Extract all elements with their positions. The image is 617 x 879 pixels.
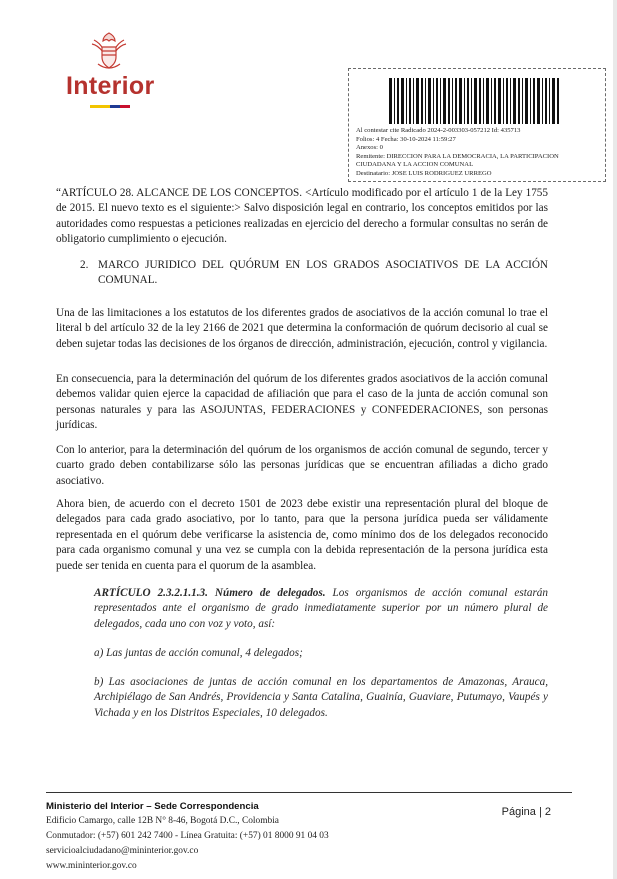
section-heading — [80, 258, 548, 289]
stamp-destinatario: Destinatario: JOSE LUIS RODRIGUEZ URREGO — [356, 169, 492, 177]
decree-article — [94, 586, 548, 632]
stamp-details — [356, 127, 601, 179]
stamp-remitente: Remitente: DIRECCION PARA LA DEMOCRACIA, LA PARTICIPACION — [356, 152, 559, 160]
decree-article-title: ARTÍCULO 2.3.2.1.1.3. Número de delegados. — [94, 587, 326, 599]
coat-of-arms-icon — [88, 30, 130, 72]
paragraph: Una de las limitaciones a los estatutos de los diferentes grados de asociativos de la acción comunal lo trae el literal b del artículo 32 de la ley 2166 de 2021 que determina la conformación de quórum decisorio al cual se deben sujetar todas las decisiones de los órganos de dirección, administración, ejecución, control y vigilancia. — [56, 307, 548, 350]
page-number: Página | 2 — [501, 806, 551, 818]
ministry-logo: Interior — [66, 72, 155, 100]
page-edge — [613, 0, 617, 879]
filing-stamp — [348, 68, 606, 182]
section-title: MARCO JURIDICO DEL QUÓRUM EN LOS GRADOS ASOCIATIVOS DE LA ACCIÓN COMUNAL. — [98, 259, 548, 287]
footer-website[interactable]: www.mininterior.gov.co — [46, 861, 137, 871]
section-number: 2. — [80, 259, 89, 271]
article-28-quote: “ARTÍCULO 28. ALCANCE DE LOS CONCEPTOS. <Artículo modificado por el artículo 1 de la Ley 1755 de 2015. El nuevo texto es el siguiente:> Salvo disposición legal en contrario, los conceptos emitidos por las autoridades como respuestas a peticiones realizadas en ejercicio del derecho a formular consultas no serán de obligatorio cumplimiento o ejecución. — [56, 187, 548, 246]
stamp-radicado: Al contestar cite Radicado 2024-2-003303-057212 Id: 435713 — [356, 127, 521, 134]
paragraph: En consecuencia, para la determinación del quórum de los diferentes grados asociativos de la acción comunal debemos validar quien ejerce la capacidad de afiliación que para el caso de la junta de acción comunal son personas naturales y para las ASOJUNTAS, FEDERACIONES y CONFEDERACIONES, son personas jurídicas. — [56, 373, 548, 432]
decree-item-a: a) Las juntas de acción comunal, 4 delegados; — [94, 647, 303, 659]
paragraph: Ahora bien, de acuerdo con el decreto 1501 de 2023 debe existir una representación plural del bloque de delegados para cada grado asociativo, por lo tanto, para que la persona jurídica pueda ser válidamente representada en el quórum debe verificarse la asistencia de, como mínimo dos de los delegados reconocido para cada organismo comunal y una vez se cumpla con la debida representación de la persona jurídica esta puede ser tenida en cuenta para el quorum de la asamblea. — [56, 498, 548, 572]
footer-organization: Ministerio del Interior – Sede Correspondencia — [46, 801, 259, 812]
stamp-remitente-cont: CIUDADANA Y LA ACCION COMUNAL — [356, 161, 474, 169]
footer-phone: Conmutador: (+57) 601 242 7400 - Línea Gratuita: (+57) 01 8000 91 04 03 — [46, 831, 329, 841]
barcode-icon — [389, 78, 559, 124]
decree-article-text: Los organismos de acción comunal estarán representados ante el organismo de grado inmediatamente superior por un número plural de delegados, cada uno con voz y voto, así: — [94, 587, 548, 630]
stamp-anexos: Anexos: 0 — [356, 144, 383, 152]
stamp-folios: Folios: 4 Fecha: 30-10-2024 11:59:27 — [356, 135, 456, 143]
footer-address: Edificio Camargo, calle 12B N° 8-46, Bogotá D.C., Colombia — [46, 816, 279, 826]
paragraph: Con lo anterior, para la determinación del quórum de los organismos de acción comunal de segundo, tercer y cuarto grado deben contabilizarse sólo las personas jurídicas que se encuentran afiliadas a dicho grado asociativo. — [56, 444, 548, 487]
footer-email[interactable]: servicioalciudadano@mininterior.gov.co — [46, 846, 199, 856]
flag-stripe — [90, 105, 130, 108]
footer-divider — [46, 792, 572, 793]
decree-item-b: b) Las asociaciones de juntas de acción comunal en los departamentos de Amazonas, Arauca, Archipiélago de San Andrés, Providencia y Santa Catalina, Guainía, Guaviare, Putumayo, Vaupés y Vichada y en los Distritos Especiales, 10 delegados. — [94, 676, 548, 719]
